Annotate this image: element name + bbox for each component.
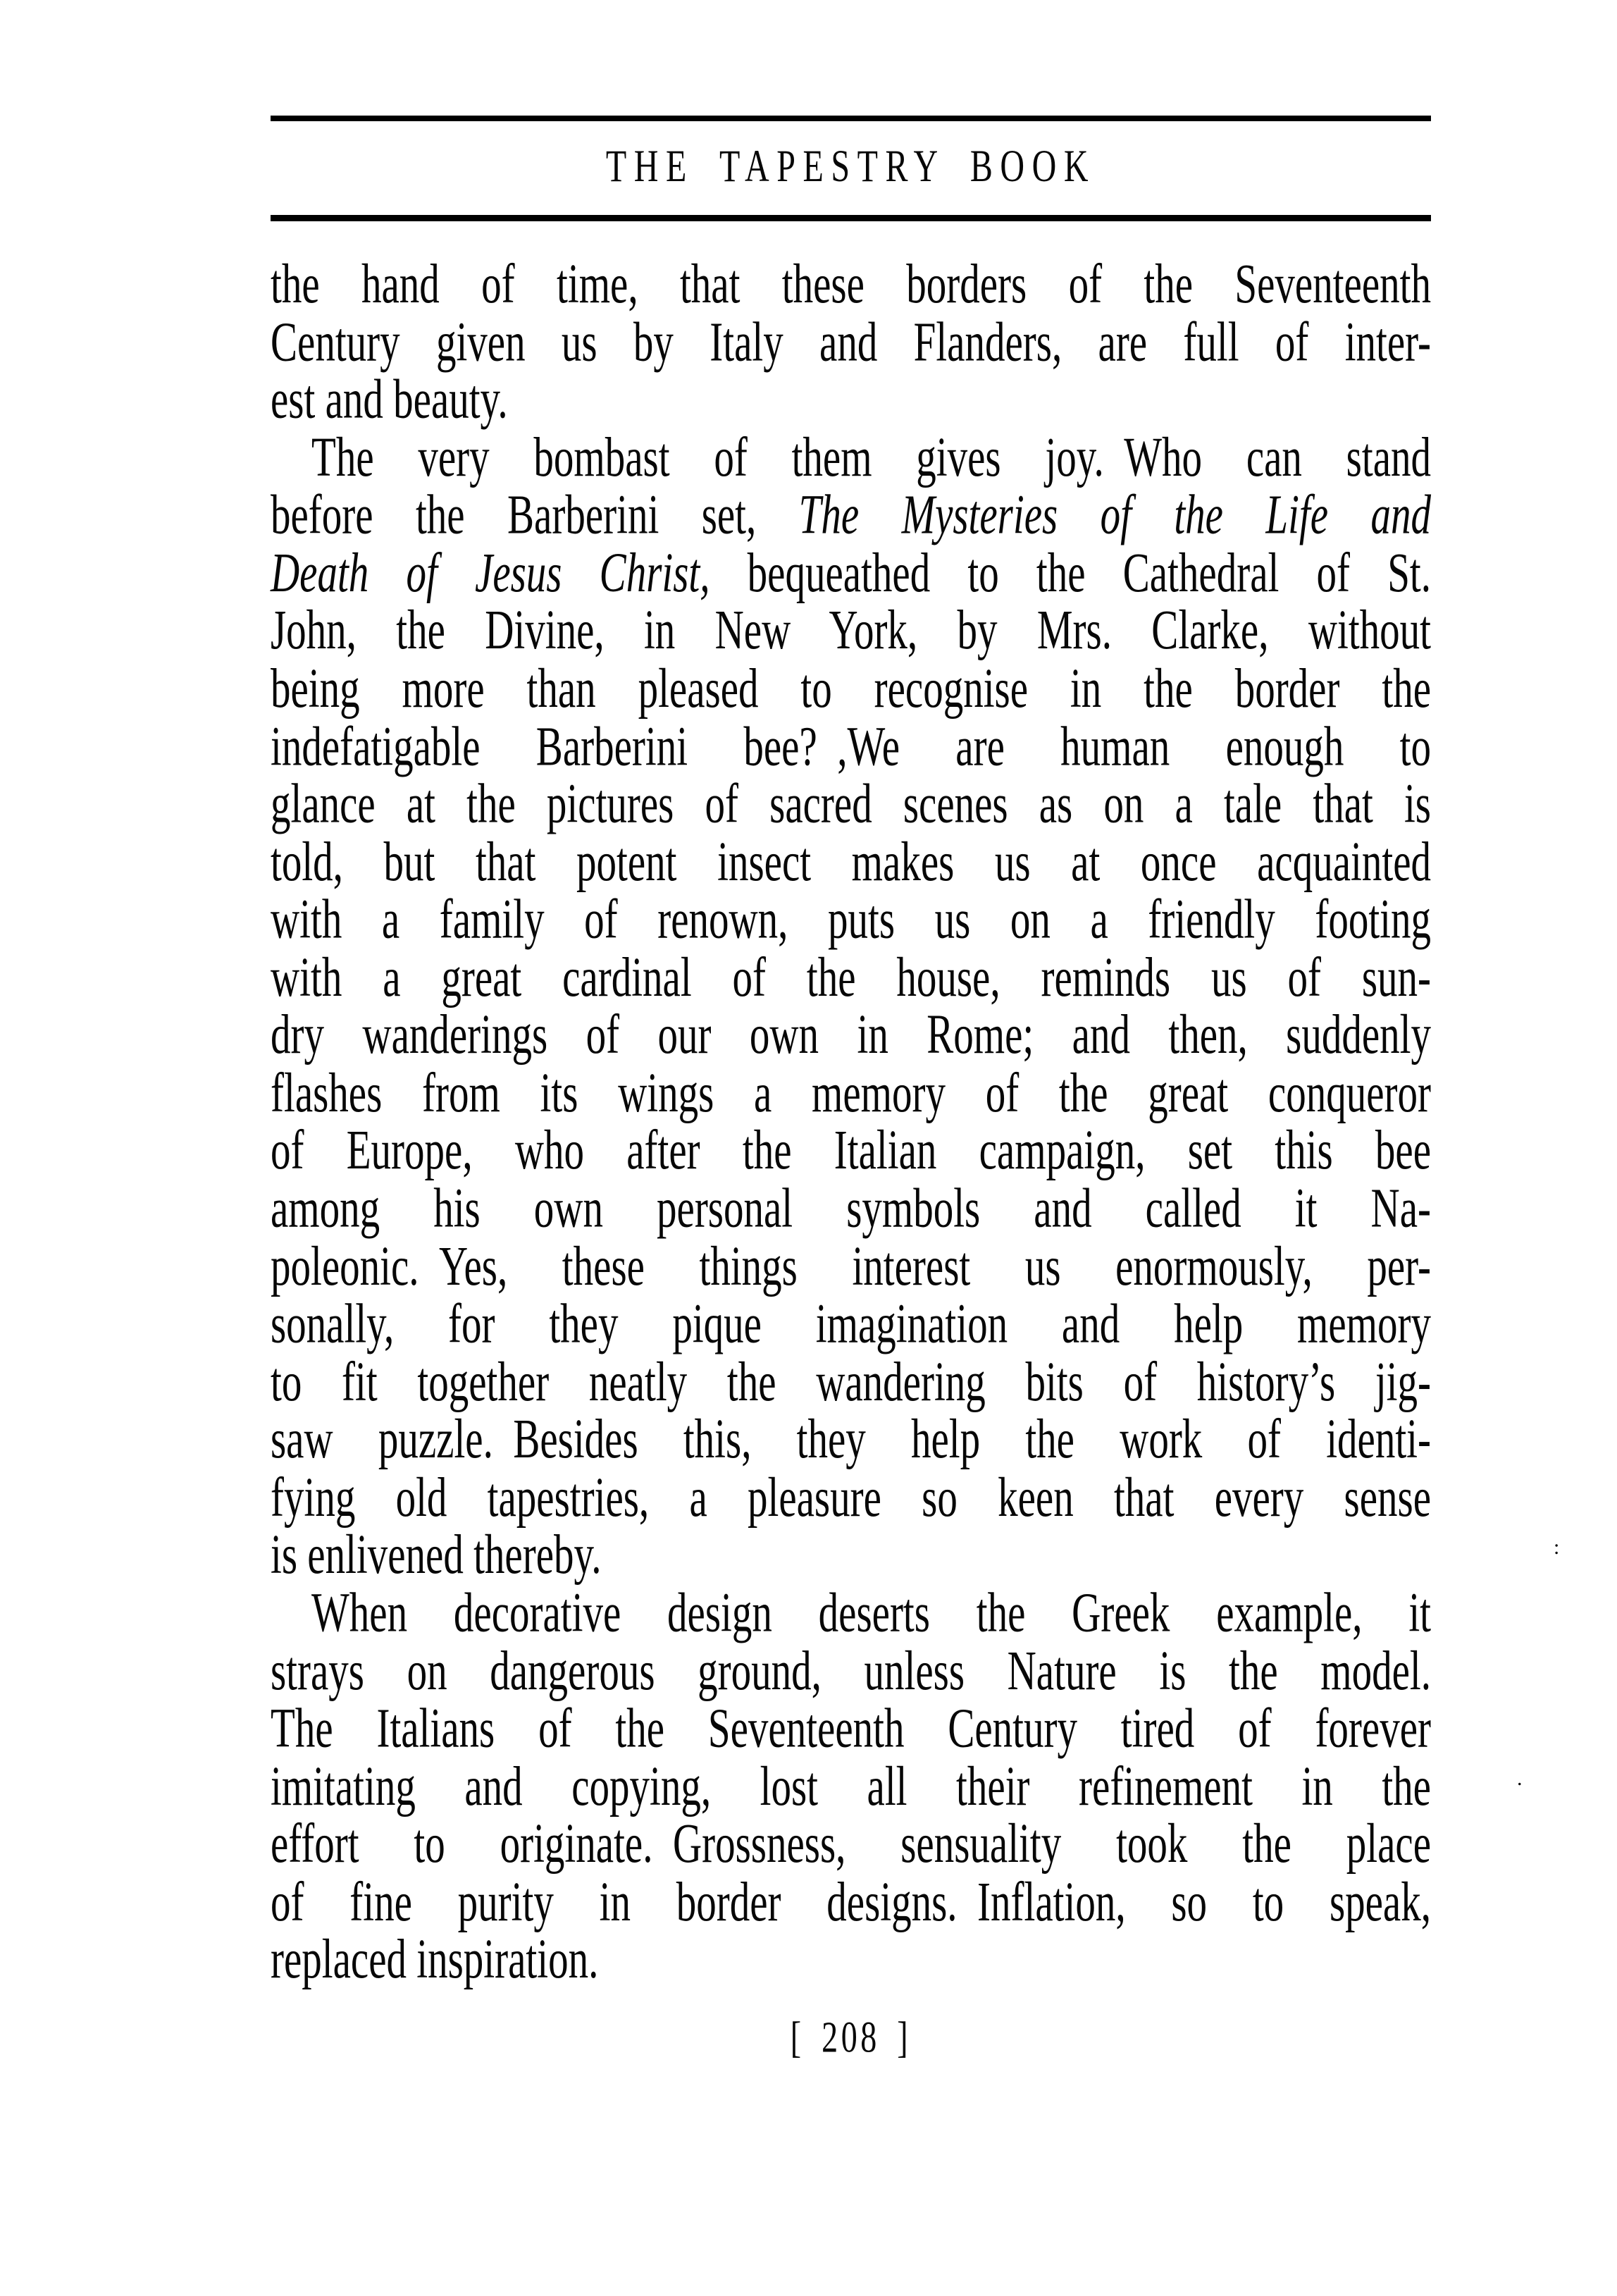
text-line: Century given us by Italy and Flanders, are full of inter- xyxy=(271,310,1431,373)
text-line: poleonic. Yes, these things interest us enormously, per- xyxy=(271,1235,1431,1297)
text-line: When decorative design deserts the Greek example, it xyxy=(311,1581,1431,1644)
text-line: saw puzzle. Besides this, they help the work of identi- xyxy=(271,1408,1431,1471)
text-line: imitating and copying, lost all their refinement in the xyxy=(271,1755,1431,1817)
text-line: told, but that potent insect makes us at once acquainted xyxy=(271,830,1431,893)
text-segment: bequeathed to the Cathedral of St. xyxy=(710,541,1431,604)
text-line: sonally, for they pique imagination and help memory xyxy=(271,1292,1431,1355)
text-line: est and beauty. xyxy=(271,368,508,431)
body-text-block xyxy=(271,252,1431,1991)
text-line: being more than pleased to recognise in the border the xyxy=(271,657,1431,720)
text-line: dry wanderings of our own in Rome; and then, suddenly xyxy=(271,1004,1431,1066)
text-line: John, the Divine, in New York, by Mrs. Clarke, without xyxy=(271,599,1431,662)
text-line: among his own personal symbols and called it Na- xyxy=(271,1177,1431,1240)
text-line xyxy=(271,541,1431,604)
italic-title-segment: Death of Jesus Christ, xyxy=(271,541,710,604)
running-head-title: THE TAPESTRY BOOK xyxy=(605,141,1096,192)
text-line xyxy=(271,483,1431,546)
text-line: glance at the pictures of sacred scenes as on a tale that is xyxy=(271,772,1431,835)
text-line: strays on dangerous ground, unless Nature is the model. xyxy=(271,1639,1431,1702)
text-line: with a great cardinal of the house, reminds us of sun- xyxy=(271,946,1431,1008)
header-rule-bottom xyxy=(271,215,1431,221)
text-line: of fine purity in border designs. Inflation, so to speak, xyxy=(271,1870,1431,1933)
text-line: of Europe, who after the Italian campaign, set this bee xyxy=(271,1119,1431,1182)
text-line: is enlivened thereby. xyxy=(271,1524,602,1586)
text-line: indefatigable Barberini bee? ,We are human enough to xyxy=(271,715,1431,777)
text-line: effort to originate. Grossness, sensuality took the place xyxy=(271,1813,1431,1875)
ink-speck-artifact: . xyxy=(1517,1767,1523,1790)
text-line: replaced inspiration. xyxy=(271,1928,599,1991)
header-rule-top xyxy=(271,116,1431,121)
italic-title-segment: The Mysteries of the Life and xyxy=(798,483,1431,546)
text-line: with a family of renown, puts us on a friendly footing xyxy=(271,888,1431,951)
text-segment: before the Barberini set, xyxy=(271,483,799,546)
page-number: [ 208 ] xyxy=(790,2013,912,2062)
text-line: the hand of time, that these borders of the Seventeenth xyxy=(271,252,1431,315)
text-line: fying old tapestries, a pleasure so keen that every sense xyxy=(271,1466,1431,1529)
text-line: The very bombast of them gives joy. Who can stand xyxy=(311,426,1431,488)
text-line: The Italians of the Seventeenth Century tired of forever xyxy=(271,1697,1431,1760)
text-line: flashes from its wings a memory of the great conqueror xyxy=(271,1061,1431,1124)
ink-speck-artifact: : xyxy=(1554,1536,1560,1559)
text-line: to fit together neatly the wandering bits of history’s jig- xyxy=(271,1350,1431,1413)
